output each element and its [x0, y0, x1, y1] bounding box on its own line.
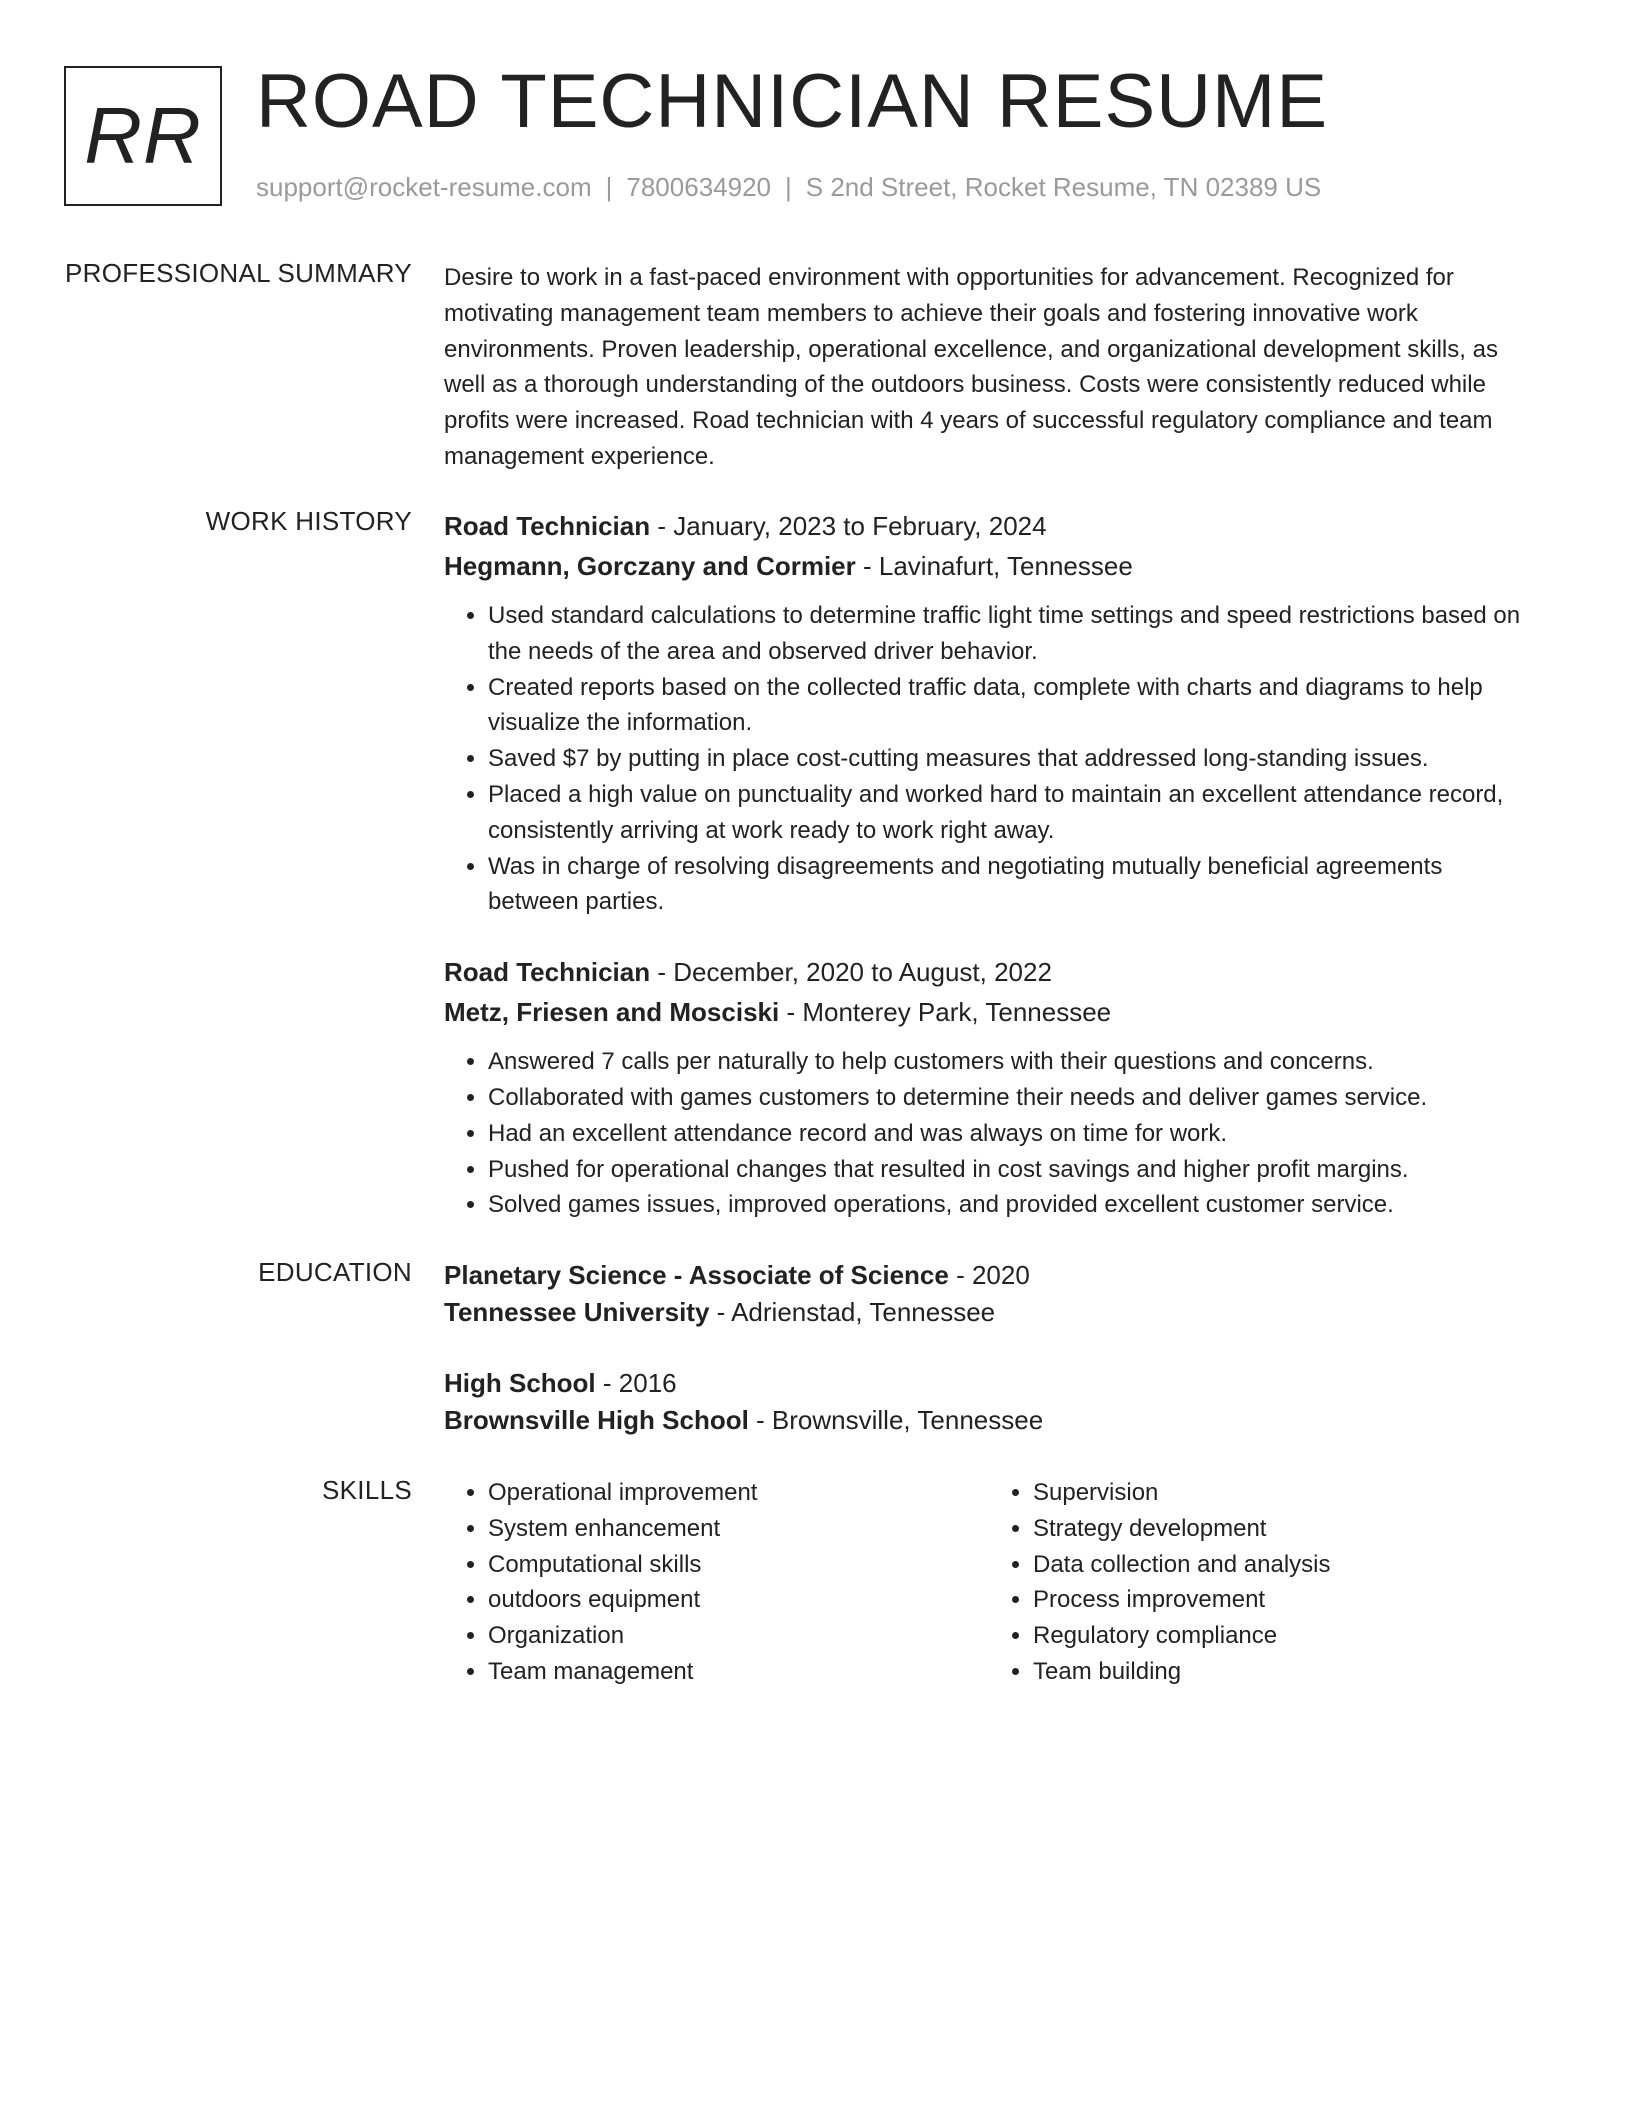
education-school-line	[444, 1402, 1534, 1439]
summary-body	[444, 258, 1534, 475]
contact-phone: 7800634920	[626, 172, 771, 202]
skill-item: • Process improvement	[1033, 1582, 1534, 1618]
contact-separator: |	[605, 172, 613, 202]
education-degree-line	[444, 1365, 1534, 1402]
contact-separator: |	[785, 172, 792, 202]
job-location: - Monterey Park, Tennessee	[779, 997, 1112, 1028]
job-title-line	[444, 506, 1534, 546]
education-body	[444, 1257, 1534, 1439]
job-bullet: • Solved games issues, improved operations, and provided excellent customer service.	[488, 1187, 1534, 1223]
monogram-initials: RR	[84, 91, 202, 180]
job-bullet: • Saved $7 by putting in place cost-cutting measures that addressed long-standing issues.	[488, 741, 1534, 777]
job-bullet: • Was in charge of resolving disagreements and negotiating mutually beneficial agreements between parties.	[488, 849, 1534, 921]
job-location: - Lavinafurt, Tennessee	[855, 551, 1133, 581]
job-entry	[444, 506, 1534, 920]
education-entry	[444, 1365, 1534, 1439]
skill-item: • Computational skills	[488, 1547, 989, 1583]
skills-list-right	[989, 1475, 1534, 1690]
skill-item: • outdoors equipment	[488, 1582, 989, 1618]
job-bullet: • Collaborated with games customers to determine their needs and deliver games service.	[488, 1080, 1534, 1116]
monogram-box	[64, 66, 222, 206]
job-bullets	[444, 598, 1534, 920]
contact-address: S 2nd Street, Rocket Resume, TN 02389 US	[805, 172, 1322, 202]
job-bullet: • Placed a high value on punctuality and worked hard to maintain an excellent attendance record, consistently arriving at work ready to work right away.	[488, 777, 1534, 849]
job-role: Road Technician	[444, 511, 651, 541]
resume-title: ROAD TECHNICIAN RESUME	[256, 59, 1329, 144]
contact-email: support@rocket-resume.com	[256, 172, 592, 202]
skill-item: • Data collection and analysis	[1033, 1547, 1534, 1583]
skills-list-left	[444, 1475, 989, 1690]
summary-text: Desire to work in a fast-paced environment with opportunities for advancement. Recognized for motivating management team members to achieve their goals and fostering innovative work environments. Proven leadership, operational excellence, and organizational development skills, as well as a thorough understanding of the outdoors business. Costs were consistently reduced while profits were increased. Road technician with 4 years of successful regulatory compliance and team management experience.	[444, 264, 1498, 470]
job-entry	[444, 952, 1534, 1223]
education-location: - Adrienstad, Tennessee	[709, 1297, 996, 1327]
skill-item: • Strategy development	[1033, 1511, 1534, 1547]
education-year: - 2020	[948, 1260, 1030, 1290]
education-school: Tennessee University	[444, 1297, 710, 1327]
skill-item: • Supervision	[1033, 1475, 1534, 1511]
skill-item: • Team management	[488, 1654, 989, 1690]
skills-columns	[444, 1475, 1534, 1690]
education-heading: EDUCATION	[258, 1257, 412, 1287]
skill-item: • Regulatory compliance	[1033, 1618, 1534, 1654]
job-role: Road Technician	[444, 957, 651, 988]
work-history-body	[444, 506, 1534, 1223]
job-company: Metz, Friesen and Mosciski	[444, 997, 780, 1028]
job-bullet: • Pushed for operational changes that resulted in cost savings and higher profit margins.	[488, 1152, 1534, 1188]
skills-body	[444, 1475, 1534, 1690]
job-company: Hegmann, Gorczany and Cormier	[444, 551, 856, 581]
skills-heading: SKILLS	[322, 1475, 412, 1505]
job-bullet: • Had an excellent attendance record and was always on time for work.	[488, 1116, 1534, 1152]
job-bullets	[444, 1044, 1534, 1223]
job-bullet: • Answered 7 calls per naturally to help customers with their questions and concerns.	[488, 1044, 1534, 1080]
job-dates: - January, 2023 to February, 2024	[650, 511, 1047, 541]
education-year: - 2016	[595, 1368, 677, 1398]
summary-heading: PROFESSIONAL SUMMARY	[65, 258, 412, 288]
education-degree: Planetary Science - Associate of Science	[444, 1260, 949, 1290]
skill-item: • Operational improvement	[488, 1475, 989, 1511]
contact-line	[256, 172, 1321, 203]
job-title-line	[444, 952, 1534, 992]
work-history-heading: WORK HISTORY	[205, 506, 412, 536]
education-school-line	[444, 1294, 1534, 1331]
education-degree: High School	[444, 1368, 596, 1398]
job-dates: - December, 2020 to August, 2022	[650, 957, 1052, 988]
skill-item: • System enhancement	[488, 1511, 989, 1547]
job-bullet: • Used standard calculations to determine traffic light time settings and speed restrictions based on the needs of the area and observed driver behavior.	[488, 598, 1534, 670]
education-location: - Brownsville, Tennessee	[748, 1405, 1044, 1435]
education-entry	[444, 1257, 1534, 1331]
job-bullet: • Created reports based on the collected traffic data, complete with charts and diagrams to help visualize the information.	[488, 670, 1534, 742]
job-company-line	[444, 992, 1534, 1032]
education-degree-line	[444, 1257, 1534, 1294]
job-company-line	[444, 546, 1534, 586]
education-school: Brownsville High School	[444, 1405, 749, 1435]
skill-item: • Organization	[488, 1618, 989, 1654]
skill-item: • Team building	[1033, 1654, 1534, 1690]
